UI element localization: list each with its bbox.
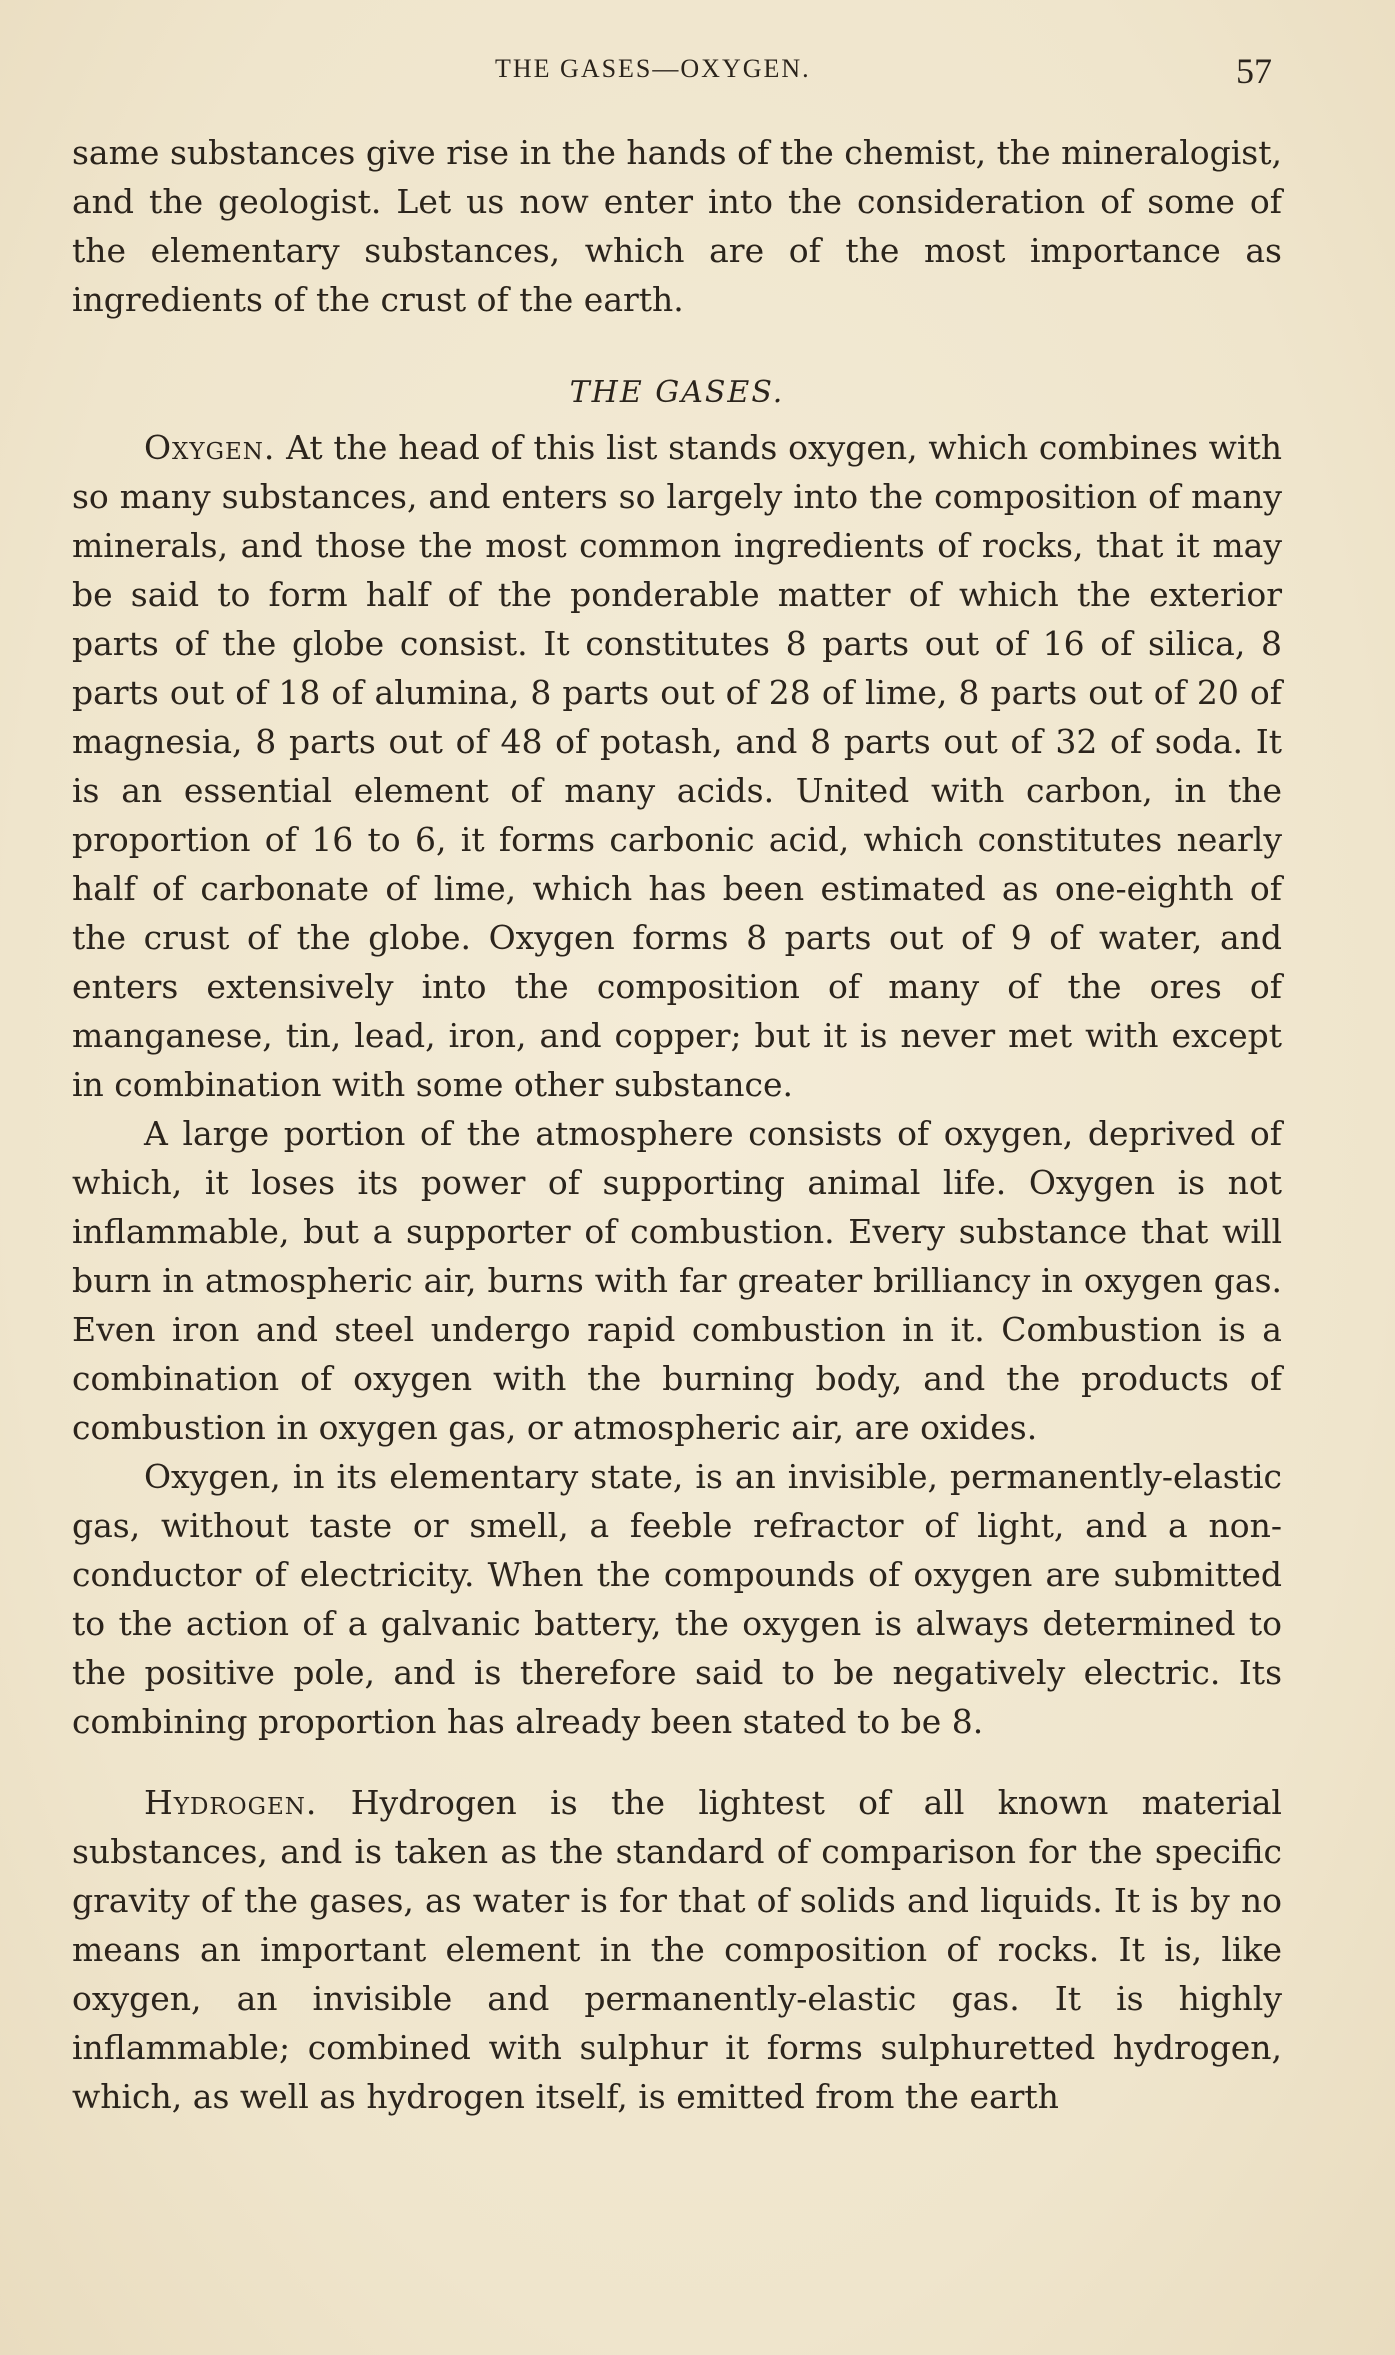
oxygen-paragraph-3: Oxygen, in its elementary state, is an invisible, permanently-elastic gas, without taste or smell, a feeble refractor of light, and a non-conductor of electricity. When the compounds of oxygen are submitted to the action of a galvanic battery, the oxygen is always determined to the positive pole, and is therefore said to be negatively electric. Its combining proportion has already been stated to be 8. xyxy=(72,1457,1282,1741)
running-head: THE GASES—OXYGEN. xyxy=(495,54,811,83)
body-text xyxy=(72,128,1282,2121)
section-heading: THE GASES. xyxy=(569,375,785,410)
hydrogen-label: Hydrogen. xyxy=(144,1783,318,1822)
oxygen-paragraph-1 xyxy=(72,423,1282,1109)
paragraph-gap xyxy=(72,1746,1282,1778)
page-header xyxy=(0,50,1395,90)
hydrogen-paragraph-1-text: Hydrogen is the lightest of all known material substances, and is taken as the standard of comparison for the specific gravity of the gases, as water is for that of solids and liquids. It is by no means an important element in the composition of rocks. It is, like oxygen, an invisible and permanently-elastic gas. It is highly inflammable; combined with sulphur it forms sulphuretted hydrogen, which, as well as hydrogen itself, is emitted from the earth xyxy=(72,1783,1282,2116)
page-number: 57 xyxy=(1236,51,1272,91)
oxygen-paragraph-2: A large portion of the atmosphere consists of oxygen, deprived of which, it loses its power of supporting animal life. Oxygen is not inflammable, but a supporter of combustion. Every substance that will burn in atmospheric air, burns with far greater brilliancy in oxygen gas. Even iron and steel undergo rapid combustion in it. Combustion is a combination of oxygen with the burning body, and the products of combustion in oxygen gas, or atmospheric air, are oxides. xyxy=(72,1114,1282,1447)
oxygen-paragraph-1-text: At the head of this list stands oxygen, which combines with so many substances, and enters so largely into the composition of many minerals, and those the most common ingredients of rocks, that it may be said to form half of the ponderable matter of which the exterior parts of the globe consist. It constitutes 8 parts out of 16 of silica, 8 parts out of 18 of alumina, 8 parts out of 28 of lime, 8 parts out of 20 of magnesia, 8 parts out of 48 of potash, and 8 parts out of 32 of soda. It is an essential element of many acids. United with carbon, in the proportion of 16 to 6, it forms carbonic acid, which constitutes nearly half of carbonate of lime, which has been estimated as one-eighth of the crust of the globe. Oxygen forms 8 parts out of 9 of water, and enters extensively into the composition of many of the ores of manganese, tin, lead, iron, and copper; but it is never met with except in combination with some other substance. xyxy=(72,428,1282,1104)
intro-paragraph: same substances give rise in the hands of the chemist, the mineralogist, and the geologist. Let us now enter into the consideration of some of the elementary substances, which are of the most importance as ingredients of the crust of the earth. xyxy=(72,133,1282,319)
hydrogen-paragraph-1 xyxy=(72,1778,1282,2121)
oxygen-label: Oxygen. xyxy=(144,428,276,467)
